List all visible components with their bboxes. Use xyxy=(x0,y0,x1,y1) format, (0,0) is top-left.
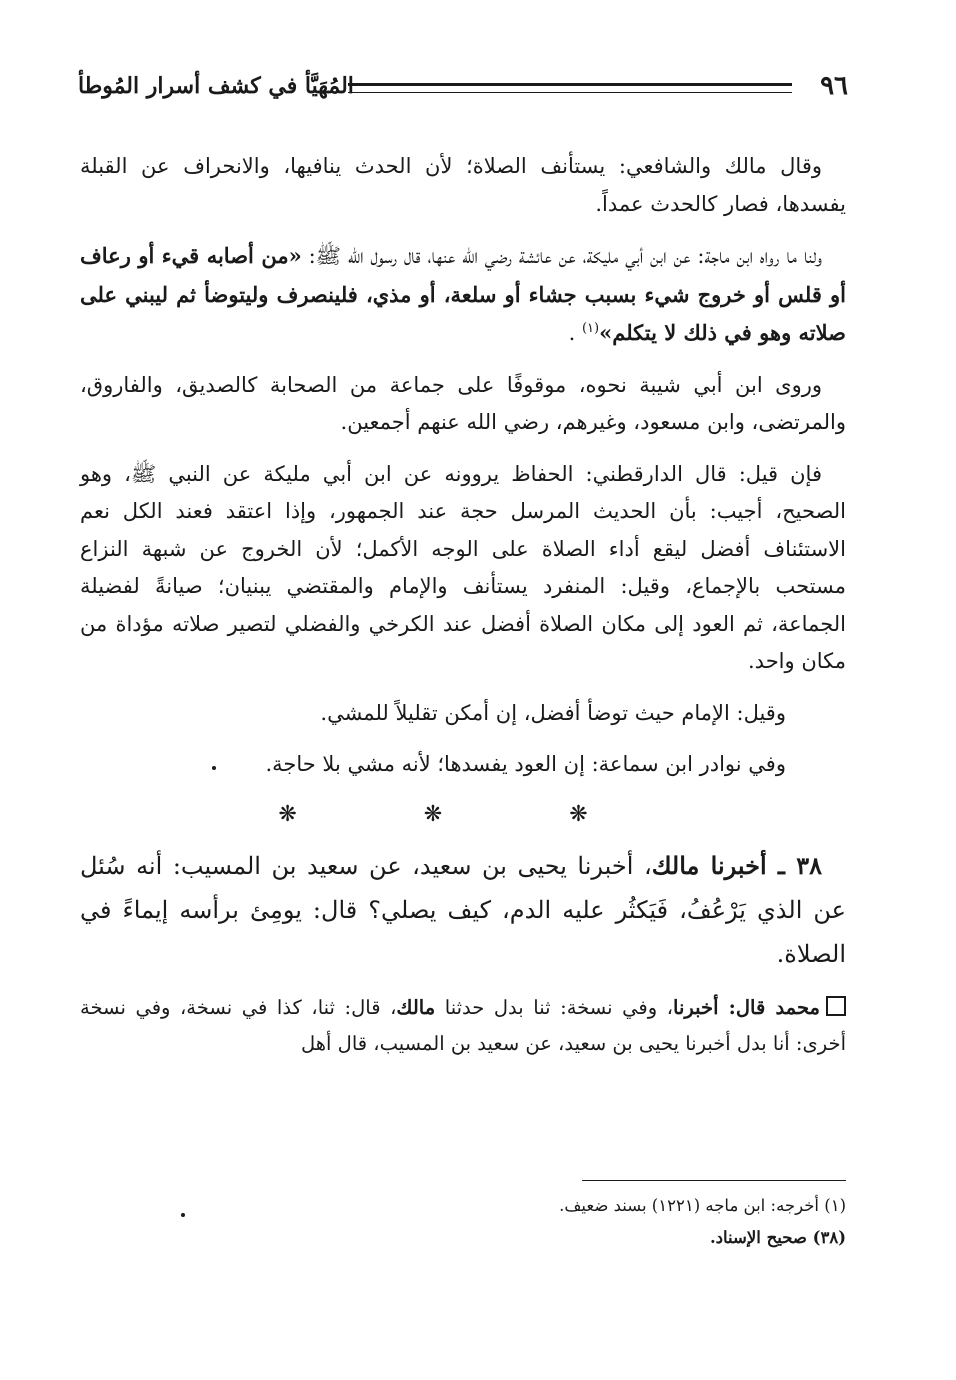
footnote-ref-1[interactable]: (١) xyxy=(581,321,600,336)
paragraph-3: وروى ابن أبي شيبة نحوه، موقوفًا على جماعة من الصحابة كالصديق، والفاروق، والمرتضى، وابن مسعود، وغيرهم، رضي الله عنهم أجمعين. xyxy=(80,372,846,434)
hadith-number: ٣٨ ـ xyxy=(766,850,822,880)
header-rule xyxy=(348,83,792,93)
main-text xyxy=(80,148,846,1076)
commentary-text-b: ، قال: ثنا، كذا في نسخة، وفي نسخة أخرى: أنا بدل أخبرنا يحيى بن سعيد، عن سعيد بن المسيب، قال أهل xyxy=(80,995,846,1055)
paragraph-4: فإن قيل: قال الدارقطني: الحفاظ يروونه عن ابن أبي مليكة عن النبي ﷺ، وهو الصحيح، أجيب: بأن الحديث المرسل حجة عند الجمهور، وإذا اعتقد فعند الكل نعم الاستئناف أفضل ليقع أداء الصلاة على الوجه الأكمل؛ لأن الخروج عن شبهة النزاع مستحب بالإجماع، وقيل: المنفرد يستأنف والإمام والمقتضي يبنيان؛ صيانةً لفضيلة الجماعة، ثم العود إلى مكان الصلاة أفضل عند الكرخي والفضلي لتصير صلاته مؤداة من مكان واحد. xyxy=(80,461,846,673)
paragraph-6: وفي نوادر ابن سماعة: إن العود يفسدها؛ لأنه مشي بلا حاجة. xyxy=(265,752,786,776)
commentary-lead: محمد قال: أخبرنا xyxy=(673,995,820,1019)
paragraph-1: وقال مالك والشافعي: يستأنف الصلاة؛ لأن الحدث ينافيها، والانحراف عن القبلة يفسدها، فصار كالحدث عمداً. xyxy=(80,154,846,216)
hadith-text: ، أخبرنا يحيى بن سعيد، عن سعيد بن المسيب: أنه سُئل عن الذي يَرْعُفُ، فَيَكثُر عليه الدم، كيف يصلي؟ قال: يومِئ برأسه إيماءً في الصلاة. xyxy=(80,851,846,968)
footnote-38: (٣٨) صحيح الإسناد. xyxy=(709,1228,846,1247)
page-header xyxy=(78,66,848,106)
paragraph-2-end: . xyxy=(568,321,582,345)
footnote-1: (١) أخرجه: ابن ماجه (١٢٢١) بسند ضعيف. xyxy=(559,1196,846,1215)
page-number: ٩٦ xyxy=(820,71,848,101)
hadith-38 xyxy=(80,844,846,976)
square-box-icon xyxy=(826,996,846,1016)
section-ornament: ❋ ❋ ❋ xyxy=(278,801,648,827)
speck-mark xyxy=(212,766,216,770)
commentary-paragraph xyxy=(80,990,846,1062)
footnotes xyxy=(80,1192,846,1256)
hadith-lead: أخبرنا مالك xyxy=(651,850,767,880)
speck-mark xyxy=(181,1213,185,1217)
commentary-text-a: ، وفي نسخة: ثنا بدل حدثنا xyxy=(435,995,673,1019)
paragraph-2 xyxy=(80,237,846,353)
commentary-mid: مالك xyxy=(396,995,436,1019)
footnote-divider xyxy=(582,1180,846,1181)
book-title: المُهَيَّأ في كشف أسرار المُوطأ xyxy=(78,73,354,99)
hadith-quote: «من أصابه قيء أو رعاف أو قلس أو خروج شيء بسبب جشاء أو سلعة، أو مذي، فلينصرف وليتوضأ ثم ليبني على صلاته وهو في ذلك لا يتكلم» xyxy=(80,243,846,345)
paragraph-2-intro: ولنا ما رواه ابن ماجة: عن ابن أبي مليكة، عن عائشة رضي الله عنها، قال رسول الله ﷺ: xyxy=(301,244,822,268)
paragraph-5: وقيل: الإمام حيث توضأ أفضل، إن أمكن تقليلاً للمشي. xyxy=(320,700,786,725)
